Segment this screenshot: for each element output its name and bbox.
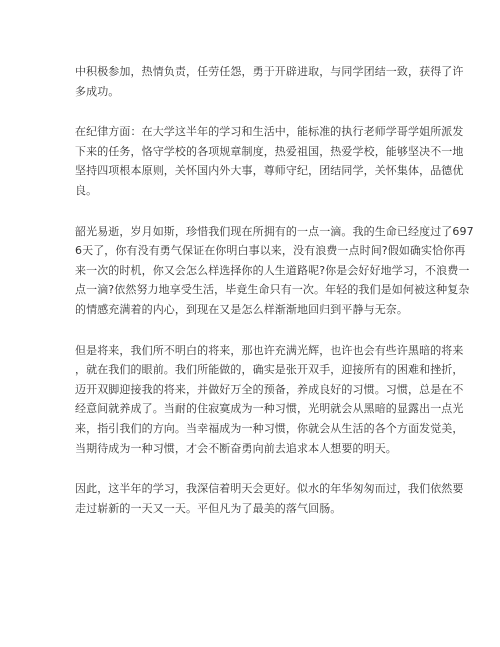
text-line: 点一滴?依然努力地享受生活，毕竟生命只有一次。年轻的我们是如何被这种复杂	[75, 283, 470, 297]
paragraph-4	[75, 341, 464, 459]
text-line: 因此，这半年的学习，我深信着明天会更好。似水的年华匆匆而过，我们依然要	[75, 482, 464, 496]
text-line: 迈开双脚迎接我的将来，并做好万全的预备，养成良好的习惯。习惯，总是在不	[75, 382, 464, 396]
paragraph-5	[75, 479, 464, 518]
document-page	[75, 62, 474, 539]
text-line: 良。	[75, 183, 98, 197]
text-line: 来，指引我们的方向。当幸福成为一种习惯，你就会从生活的各个方面发觉美，	[75, 421, 464, 435]
text-line: 走过崭新的一天又一天。平但凡为了最美的落气回肠。	[75, 501, 342, 515]
text-line: 6天了，你有没有勇气保证在你明白事以来，没有浪费一点时间?假如确实恰你再	[75, 244, 466, 258]
paragraph-3	[75, 222, 474, 320]
text-line: ，就在我们的眼前。我们所能做的，确实是张开双手，迎接所有的困难和挫折，	[75, 363, 464, 377]
text-line: 下来的任务，恪守学校的各项规章制度，热爱祖国，热爱学校，能够坚决不一地	[75, 144, 464, 158]
text-line: 多成功。	[75, 84, 120, 98]
text-line: 的情感充满着的内心，到现在又是怎么样渐渐地回归到平静与无奈。	[75, 302, 408, 316]
text-line: 中积极参加，热情负责，任劳任怨，勇于开辟进取，与同学团结一致，获得了许	[75, 65, 464, 78]
paragraph-1	[75, 62, 464, 101]
paragraph-2	[75, 122, 464, 200]
text-line: 经意间就养成了。当耐的住寂寞成为一种习惯，光明就会从黑暗的显露出一点光	[75, 402, 464, 416]
text-line: 在纪律方面：在大学这半年的学习和生活中，能标准的执行老师学哥学姐所派发	[75, 125, 464, 139]
text-line: 但是将来，我们所不明白的将来，那也许充满光辉，也许也会有些许黑暗的将来	[75, 343, 464, 357]
text-line: 来一次的时机，你又会怎么样选择你的人生道路呢?你是会好好地学习，不浪费一	[75, 263, 470, 277]
text-line: 当期待成为一种习惯，才会不断奋勇向前去追求本人想要的明天。	[75, 441, 397, 455]
text-line: 坚持四项根本原则，关怀国内外大事，尊师守纪，团结同学，关怀集体，品德优	[75, 164, 464, 178]
text-line: 韶光易逝，岁月如斯，珍惜我们现在所拥有的一点一滴。我的生命已经度过了697	[75, 224, 474, 238]
